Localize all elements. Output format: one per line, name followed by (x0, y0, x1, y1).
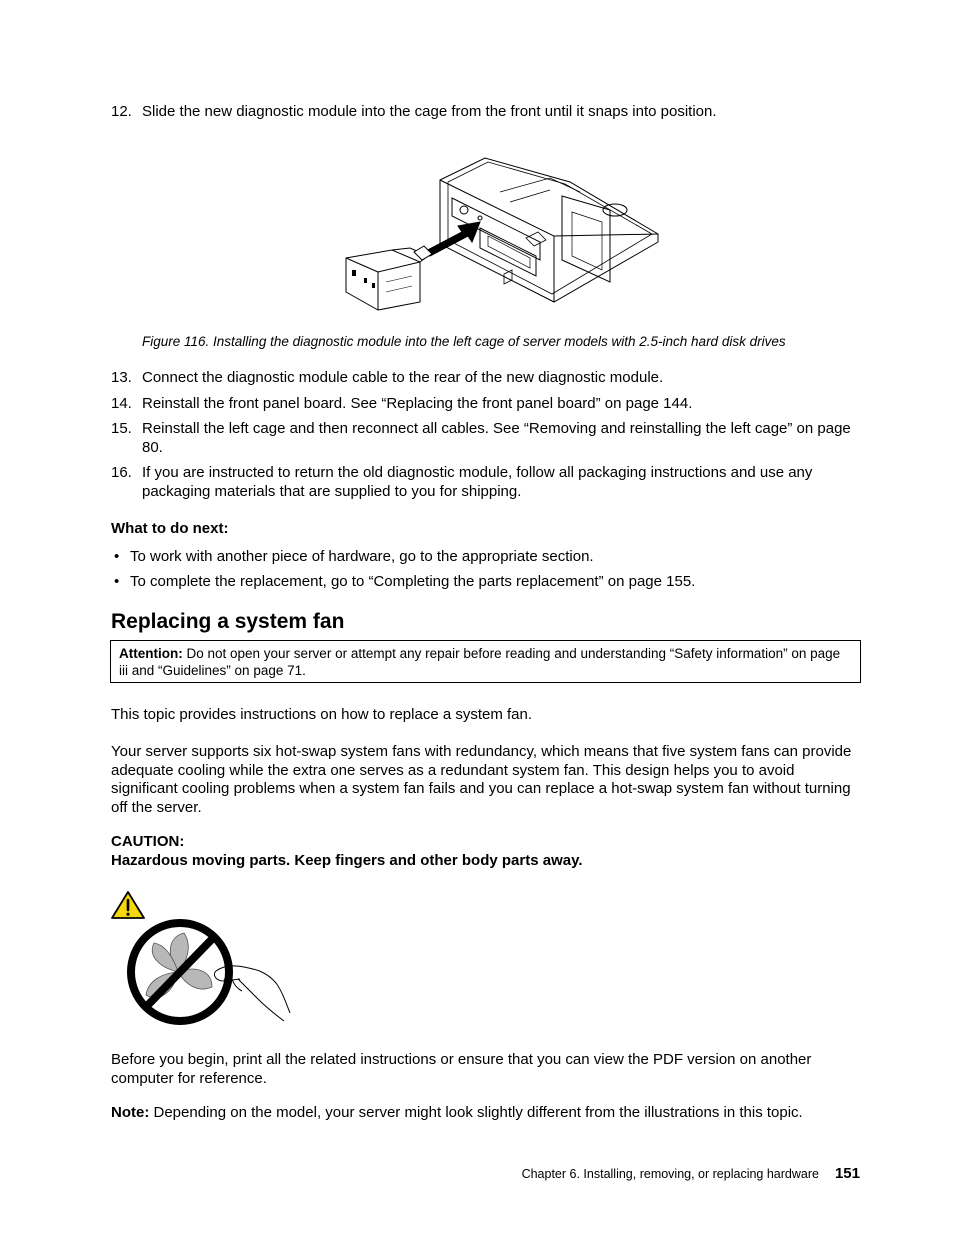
attention-text: Do not open your server or attempt any repair before reading and understanding “Safety information” on page iii and “Guidelines” on page 71. (119, 646, 841, 678)
note-label: Note: (111, 1104, 150, 1121)
caution-label: CAUTION: (111, 833, 185, 850)
step-number: 13. (111, 369, 132, 386)
step-number: 14. (111, 395, 132, 412)
list-item-text: To work with another piece of hardware, go to the appropriate section. (130, 548, 594, 565)
step-number: 12. (111, 103, 132, 120)
diagnostic-module-install-figure (340, 152, 670, 312)
bullet-icon: • (114, 573, 120, 590)
step-text: Connect the diagnostic module cable to the rear of the new diagnostic module. (142, 369, 664, 386)
section-title: Replacing a system fan (111, 610, 345, 633)
attention-label: Attention: (119, 646, 183, 661)
step-text: Reinstall the left cage and then reconnect all cables. See “Removing and reinstalling the left cage” on page 80. (142, 420, 851, 456)
step-number: 16. (111, 464, 132, 481)
fan-hazard-icon (126, 915, 296, 1030)
step-text: Slide the new diagnostic module into the cage from the front until it snaps into position. (142, 103, 717, 120)
before-paragraph: Before you begin, print all the related instructions or ensure that you can view the PDF version on another computer for reference. (111, 1051, 812, 1087)
figure-caption: Figure 116. Installing the diagnostic module into the left cage of server models with 2.5-inch hard disk drives (142, 334, 786, 349)
intro-paragraph: This topic provides instructions on how to replace a system fan. (111, 706, 533, 723)
step-text: If you are instructed to return the old diagnostic module, follow all packaging instructions and use any packaging materials that are supplied to you for shipping. (142, 464, 813, 500)
attention-box (110, 640, 861, 683)
support-paragraph: Your server supports six hot-swap system fans with redundancy, which means that five system fans can provide adequate cooling while the extra one serves as a redundant system fan. This design helps you to avoid significant cooling problems when a system fan fails and you can replace a hot-swap system fan without turning off the server. (111, 743, 852, 816)
note-paragraph (111, 1104, 863, 1123)
list-item-text: To complete the replacement, go to “Completing the parts replacement” on page 155. (130, 573, 696, 590)
step-text: Reinstall the front panel board. See “Replacing the front panel board” on page 144. (142, 395, 693, 412)
caution-text: Hazardous moving parts. Keep fingers and other body parts away. (111, 852, 583, 869)
page-footer (522, 1165, 860, 1184)
step-number: 15. (111, 420, 132, 437)
bullet-icon: • (114, 548, 120, 565)
page-number: 151 (834, 1165, 860, 1182)
footer-chapter: Chapter 6. Installing, removing, or replacing hardware (521, 1167, 819, 1181)
note-text: Depending on the model, your server might look slightly different from the illustrations in this topic. (149, 1104, 803, 1121)
next-steps-title: What to do next: (111, 520, 229, 537)
